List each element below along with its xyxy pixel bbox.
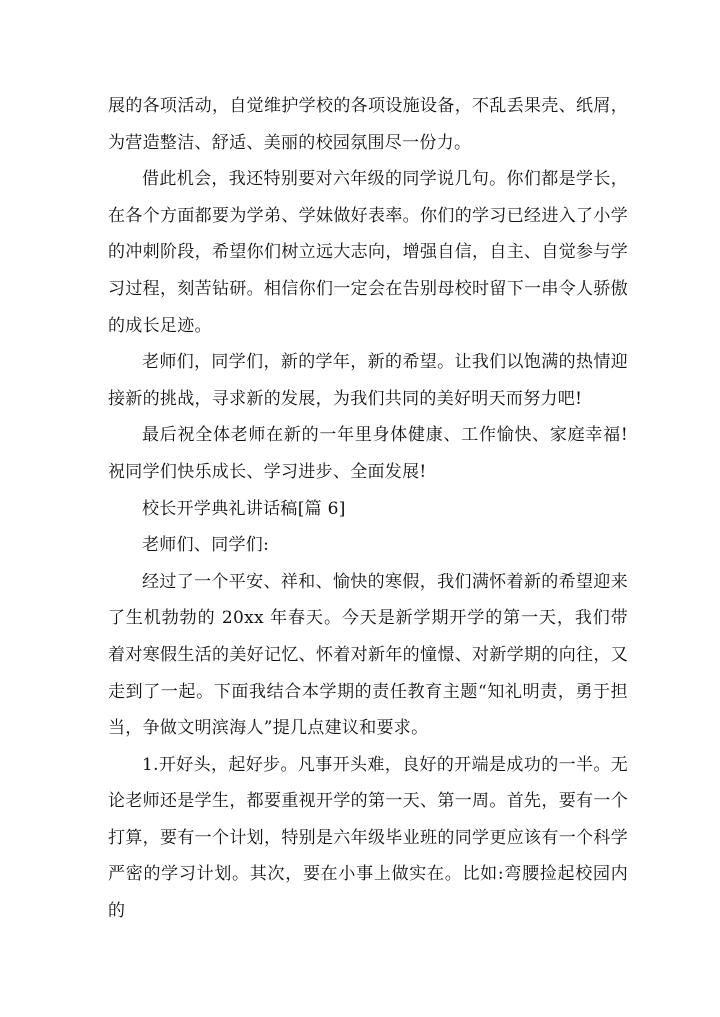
paragraph: 借此机会，我还特别要对六年级的同学说几句。你们都是学长，在各个方面都要为学弟、学妹做好表率。你们的学习已经进入了小学的冲刺阶段，希望你们树立远大志向，增强自信，自主、自觉参与学习过程，刻苦钻研。相信你们一定会在告别母校时留下一串令人骄傲的成长足迹。 <box>108 169 628 336</box>
paragraph: 1.开好头，起好步。凡事开头难，良好的开端是成功的一半。无论老师还是学生，都要重视开学的第一天、第一周。首先，要有一个打算，要有一个计划，特别是六年级毕业班的同学更应该有一个科学严密的学习计划。其次，要在小事上做实在。比如:弯腰捡起校园内的 <box>108 754 628 922</box>
paragraph: 展的各项活动，自觉维护学校的各项设施设备，不乱丢果壳、纸屑，为营造整洁、舒适、美丽的校园氛围尽一份力。 <box>108 96 628 153</box>
paragraph: 经过了一个平安、祥和、愉快的寒假，我们满怀着新的希望迎来了生机勃勃的 20xx 年春天。今天是新学期开学的第一天，我们带着对寒假生活的美好记忆、怀着对新年的憧憬、对新学期的向往，又走到了一起。下面我结合本学期的责任教育主题“知礼明责，勇于担当，争做文明滨海人”提几点建议和要求。 <box>108 571 628 739</box>
paragraph: 最后祝全体老师在新的一年里身体健康、工作愉快、家庭幸福!祝同学们快乐成长、学习进步、全面发展! <box>108 425 628 482</box>
document-body <box>108 88 628 930</box>
salutation: 老师们、同学们: <box>142 535 270 556</box>
paragraph: 老师们，同学们，新的学年，新的希望。让我们以饱满的热情迎接新的挑战，寻求新的发展，为我们共同的美好明天而努力吧! <box>108 352 628 409</box>
section-heading: 校长开学典礼讲话稿[篇 6] <box>142 498 346 519</box>
